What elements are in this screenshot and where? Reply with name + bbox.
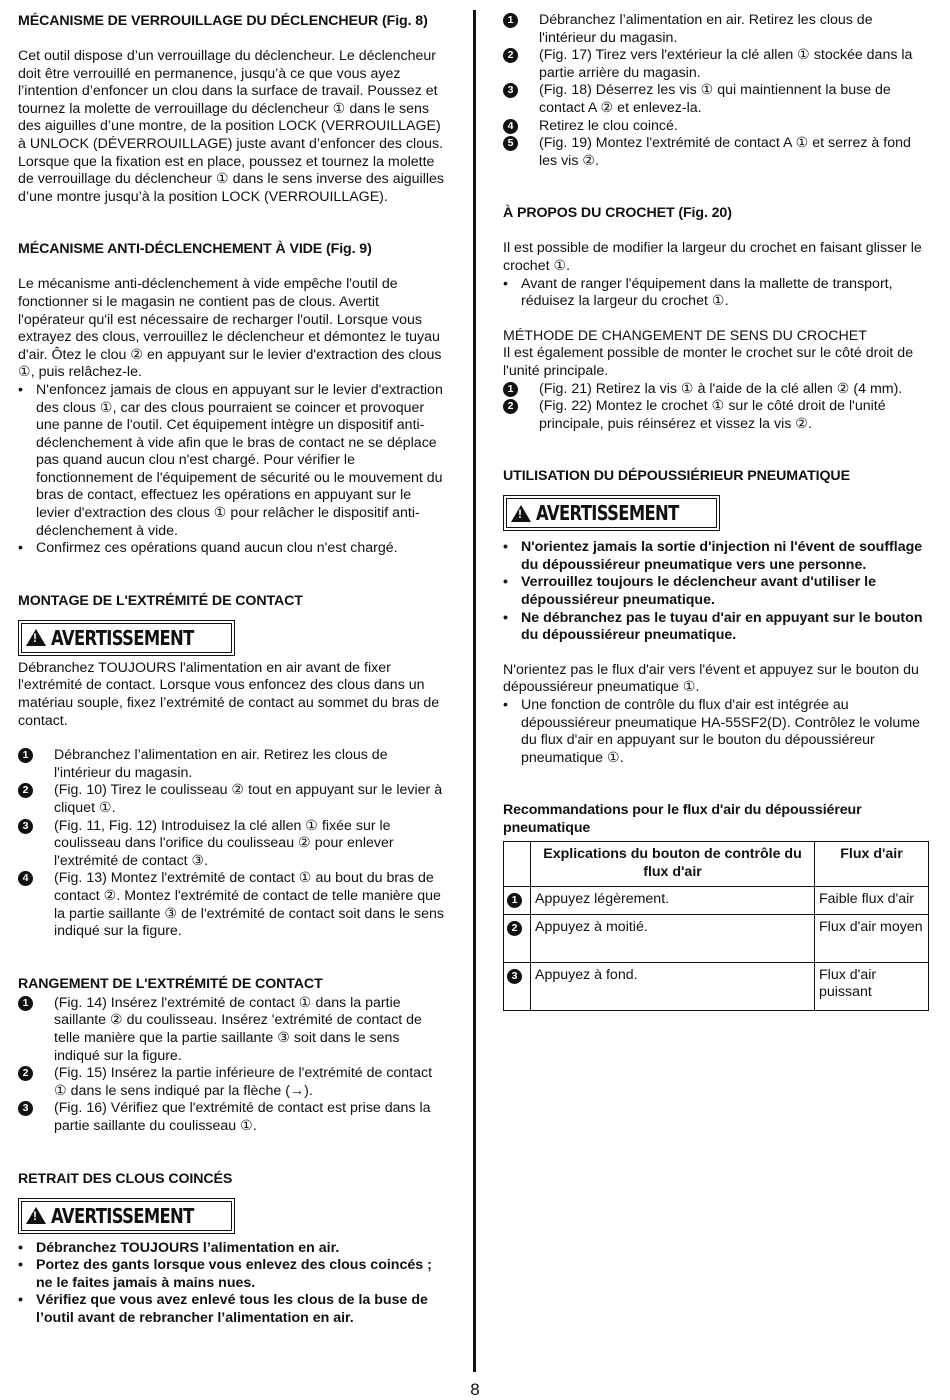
list-item: 5 (Fig. 19) Montez l'extrémité de contact A ① et serrez à fond les vis ②.: [503, 135, 929, 170]
step-number: 1: [18, 996, 33, 1011]
hook-bullets: [503, 276, 929, 311]
warning-triangle-icon: [26, 1207, 46, 1224]
page-number: 8: [470, 1380, 480, 1399]
step-number: 1: [507, 893, 522, 908]
contact-tip-mount-text: Débranchez TOUJOURS l'alimentation en air avant de fixer l'extrémité de contact. Lorsque vous enfoncez des clous dans un matériau souple, fixez l’extrémité de contact au sommet du bras de contact.: [18, 659, 440, 729]
hook-steps: [503, 381, 929, 434]
list-item: • Vérifiez que vous avez enlevé tous les clous de la buse de l’outil avant de rebrancher l’alimentation en air.: [18, 1292, 446, 1327]
contact-tip-mount-steps: [18, 747, 446, 941]
table-cell: Appuyez à moitié.: [531, 914, 815, 962]
table-row: [504, 914, 929, 962]
right-column: [503, 12, 929, 1011]
section-title-contact-tip-mount: MONTAGE DE L'EXTRÉMITÉ DE CONTACT: [18, 592, 303, 609]
step-number: 3: [503, 83, 518, 98]
warning-label: ! AVERTISSEMENT: [18, 1198, 235, 1234]
jammed-nails-bullets: [18, 1240, 446, 1328]
table-cell: Flux d'air puissant: [815, 962, 929, 1010]
list-item: 2 (Fig. 22) Montez le crochet ① sur le côté droit de l'unité principale, puis réinsérez et vissez la vis ②.: [503, 398, 929, 433]
table-cell: Faible flux d'air: [815, 886, 929, 914]
list-item: 4 (Fig. 13) Montez l'extrémité de contact ① au bout du bras de contact ②. Montez l'extrémité de contact de telle manière que la partie saillante ③ de l'extrémité de contact soit dans le sens indiqué sur la figure.: [18, 870, 446, 940]
column-header: Flux d'air: [815, 842, 929, 886]
section-title-air-duster: UTILISATION DU DÉPOUSSIÉRIEUR PNEUMATIQUE: [503, 468, 850, 485]
section-title-dry-fire: MÉCANISME ANTI-DÉCLENCHEMENT À VIDE (Fig. 9): [18, 241, 372, 258]
jammed-nails-steps: [503, 12, 929, 170]
step-number: 2: [503, 399, 518, 414]
contact-tip-storage-steps: [18, 995, 446, 1136]
table-cell: Flux d'air moyen: [815, 914, 929, 962]
step-number: 1: [503, 382, 518, 397]
list-item: 2 (Fig. 10) Tirez le coulisseau ② tout en appuyant sur le levier à cliquet ①.: [18, 782, 446, 817]
column-divider: [473, 10, 476, 1372]
step-number: 2: [18, 783, 33, 798]
list-item: • N'enfoncez jamais de clous en appuyant sur le levier d'extraction des clous ①, car des clous pourraient se coincer et provoquer une panne de l'outil. Cet équipement intègre un dispositif anti-déclenchement à vide afin que le bras de contact ne se déplace pas quand aucun clou n'est chargé. Pour vérifier le fonctionnement de l'équipement de sécurité ou le mouvement du bras de contact, effectuez les opérations en appuyant sur le levier d'extraction des clous ① pour relâcher le dispositif anti-déclenchement à vide.: [18, 382, 446, 540]
list-item: 1 (Fig. 21) Retirez la vis ① à l'aide de la clé allen ② (4 mm).: [503, 381, 929, 399]
column-header: Explications du bouton de contrôle du flux d'air: [531, 842, 815, 886]
step-number: 1: [18, 748, 33, 763]
step-number: 3: [18, 819, 33, 834]
section-title-contact-tip-storage: RANGEMENT DE L'EXTRÉMITÉ DE CONTACT: [18, 975, 323, 992]
step-number: 4: [18, 871, 33, 886]
step-number: 5: [503, 136, 518, 151]
list-item: 3 (Fig. 18) Déserrez les vis ① qui maintiennent la buse de contact A ② et enlevez-la.: [503, 82, 929, 117]
list-item: 2 (Fig. 17) Tirez vers l'extérieur la clé allen ① stockée dans la partie arrière du magasin.: [503, 47, 929, 82]
list-item: • N'orientez jamais la sortie d'injection ni l'évent de soufflage du dépoussiéreur pneumatique vers une personne.: [503, 539, 929, 574]
section-title-airflow-table: Recommandations pour le flux d'air du dépoussiéreur pneumatique: [503, 802, 862, 837]
list-item: • Une fonction de contrôle du flux d'air est intégrée au dépoussiéreur pneumatique HA-55SF2(D). Contrôlez le volume du flux d'air en appuyant sur le bouton du dépoussiéreur pneumatique ①.: [503, 697, 929, 767]
step-number: 3: [18, 1101, 33, 1116]
step-number: 2: [507, 921, 522, 936]
section-title-jammed-nails: RETRAIT DES CLOUS COINCÉS: [18, 1170, 233, 1187]
list-item: 4 Retirez le clou coincé.: [503, 118, 929, 136]
hook-text-2: Il est également possible de monter le crochet sur le côté droit de l'unité principale.: [503, 345, 914, 379]
table-row: [504, 962, 929, 1010]
list-item: 3 (Fig. 11, Fig. 12) Introduisez la clé allen ① fixée sur le coulisseau dans l'orifice du coulisseau ② pour enlever l'extrémité de contact ③.: [18, 818, 446, 871]
table-row: [504, 886, 929, 914]
step-number: 2: [503, 48, 518, 63]
warning-label: ! AVERTISSEMENT: [18, 620, 235, 656]
dry-fire-bullets: [18, 382, 446, 558]
step-number: 1: [503, 13, 518, 28]
section-title-trigger-lock: MÉCANISME DE VERROUILLAGE DU DÉCLENCHEUR (Fig. 8): [18, 13, 428, 29]
step-number: 4: [503, 119, 518, 134]
list-item: • Confirmez ces opérations quand aucun clou n'est chargé.: [18, 540, 446, 558]
table-cell: Appuyez à fond.: [531, 962, 815, 1010]
left-column: [18, 12, 446, 1327]
list-item: • Verrouillez toujours le déclencheur avant d'utiliser le dépoussiéreur pneumatique.: [503, 574, 929, 609]
airflow-table: [503, 841, 929, 1010]
trigger-lock-text: Cet outil dispose d’un verrouillage du déclencheur. Le déclencheur doit être verrouillé en permanence, jusqu’à ce que vous ayez l’intention d’enfoncer un clou dans la surface de travail. Poussez et tournez la molette de verrouillage du déclencheur ① dans le sens des aiguilles d’une montre, de la position LOCK (VERROUILLAGE) à UNLOCK (DÉVERROUILLAGE) juste avant d’enfoncer des clous. Lorsque que la fixation est en place, poussez et tournez la molette de verrouillage du déclencheur ① dans le sens inverse des aiguilles d’une montre jusqu’à la position LOCK (VERROUILLAGE).: [18, 48, 444, 205]
table-header-row: [504, 842, 929, 886]
list-item: 1 Débranchez l’alimentation en air. Retirez les clous de l'intérieur du magasin.: [503, 12, 929, 47]
list-item: 1 Débranchez l’alimentation en air. Retirez les clous de l'intérieur du magasin.: [18, 747, 446, 782]
air-duster-text: N'orientez pas le flux d'air vers l'évent et appuyez sur le bouton du dépoussiéreur pneumatique ①.: [503, 661, 919, 696]
list-item: 2 (Fig. 15) Insérez la partie inférieure de l'extrémité de contact ① dans le sens indiqué par la flèche (→).: [18, 1065, 446, 1100]
list-item: 1 (Fig. 14) Insérez l'extrémité de contact ① dans la partie saillante ② du coulisseau. Insérez 'extrémité de contact de telle manière que la partie saillante ③ soit dans le sens indiqué sur la figure.: [18, 995, 446, 1065]
list-item: • Ne débranchez pas le tuyau d'air en appuyant sur le bouton du dépoussiéreur pneumatique.: [503, 610, 929, 645]
table-cell: Appuyez légèrement.: [531, 886, 815, 914]
hook-subtitle: MÉTHODE DE CHANGEMENT DE SENS DU CROCHET: [503, 327, 867, 344]
list-item: • Avant de ranger l'équipement dans la mallette de transport, réduisez la largeur du crochet ①.: [503, 276, 929, 311]
list-item: 3 (Fig. 16) Vérifiez que l'extrémité de contact est prise dans la partie saillante du coulisseau ①.: [18, 1100, 446, 1135]
list-item: • Portez des gants lorsque vous enlevez des clous coincés ; ne le faites jamais à mains nues.: [18, 1257, 446, 1292]
hook-text: Il est possible de modifier la largeur du crochet en faisant glisser le crochet ①.: [503, 240, 922, 274]
warning-triangle-icon: [511, 505, 531, 522]
air-duster-warning-bullets: [503, 539, 929, 645]
dry-fire-text: Le mécanisme anti-déclenchement à vide empêche l'outil de fonctionner si le magasin ne contient pas de clous. Avertit l'opérateur qu'il est nécessaire de recharger l'outil. Lorsque vous extrayez des clous, verrouillez le déclencheur et démontez le tuyau d'air. Ôtez le clou ② en appuyant sur le levier d'extraction des clous ①, puis relâchez-le.: [18, 276, 442, 381]
step-number: 3: [507, 969, 522, 984]
list-item: • Débranchez TOUJOURS l’alimentation en air.: [18, 1240, 446, 1258]
warning-label: ! AVERTISSEMENT: [503, 495, 720, 531]
section-title-hook: À PROPOS DU CROCHET (Fig. 20): [503, 205, 732, 222]
warning-triangle-icon: [26, 629, 46, 646]
air-duster-bullets: [503, 697, 929, 767]
step-number: 2: [18, 1066, 33, 1081]
